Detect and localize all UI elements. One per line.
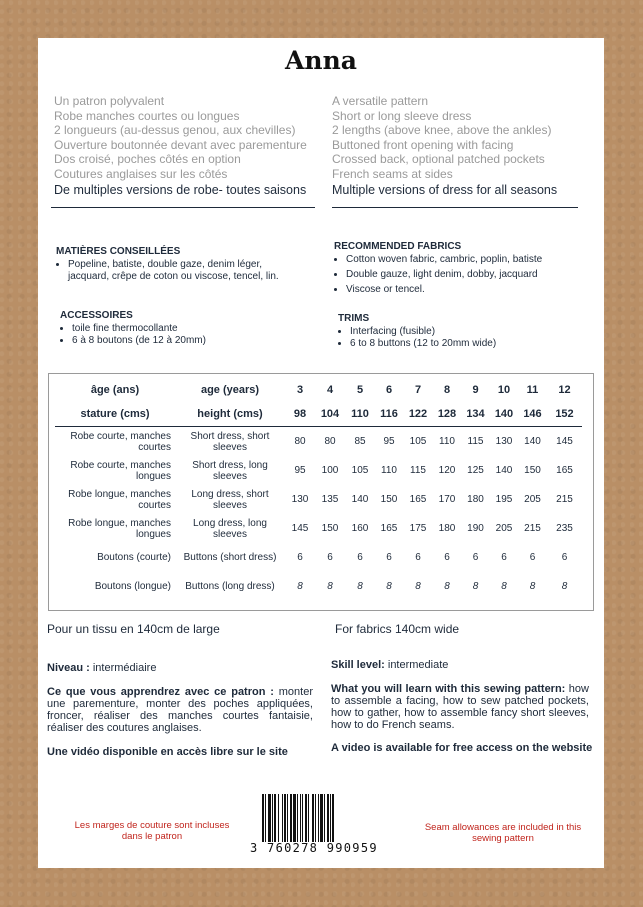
fr-fabric-width: Pour un tissu en 140cm de large <box>47 622 220 636</box>
table-row <box>55 572 582 601</box>
table-cell: 6 <box>444 552 450 563</box>
row-label-fr: Robe longue, manches courtes <box>68 488 171 511</box>
en-fabrics-item: • Viscose or tencel. <box>346 284 600 296</box>
table-cell: 8 <box>501 581 507 592</box>
table-cell: 8 <box>444 581 450 592</box>
barcode-bar <box>284 794 286 842</box>
table-cell: 205 <box>495 523 513 534</box>
en-learn-label: What you will learn with this sewing pattern: <box>331 683 566 695</box>
age-cell: 5 <box>356 384 364 396</box>
fr-intro-line: Robe manches courtes ou longues <box>54 108 240 123</box>
age-cell: 4 <box>326 384 334 396</box>
table-cell: 145 <box>291 523 309 534</box>
barcode-bar <box>262 794 264 842</box>
barcode-bar <box>332 794 334 842</box>
en-fabrics-title: RECOMMENDED FABRICS <box>334 241 462 252</box>
table-cell: 6 <box>501 552 507 563</box>
table-cell: 6 <box>297 552 303 563</box>
en-intro-line: French seams at sides <box>332 166 453 181</box>
en-summary: Multiple versions of dress for all seasons <box>332 182 558 197</box>
barcode-bar <box>315 794 316 842</box>
table-cell: 140 <box>524 436 541 447</box>
barcode-bar <box>312 794 314 842</box>
barcode-bar <box>318 794 319 842</box>
en-trims-item: • 6 to 8 buttons (12 to 20mm wide) <box>350 338 584 350</box>
en-trims-title: TRIMS <box>338 313 370 324</box>
table-cell: 6 <box>357 552 363 563</box>
table-cell: 80 <box>294 436 306 447</box>
height-label-fr: stature (cms) <box>55 402 175 427</box>
row-label-fr: Boutons (courte) <box>97 552 171 563</box>
age-cell: 7 <box>414 384 422 396</box>
barcode-bar <box>308 794 309 842</box>
height-label-en: height (cms) <box>175 402 285 427</box>
en-level-label: Skill level: <box>331 659 385 671</box>
fr-divider <box>51 207 315 208</box>
en-intro-line: Short or long sleeve dress <box>332 108 472 123</box>
fr-summary: De multiples versions de robe- toutes saisons <box>54 182 307 197</box>
table-row <box>55 485 582 514</box>
fr-fabrics <box>52 246 302 283</box>
row-label-en: Long dress, short sleeves <box>191 488 269 511</box>
table-cell: 180 <box>467 494 484 505</box>
pattern-back-card <box>38 38 604 868</box>
fr-learn-label: Ce que vous apprendrez avec ce patron : <box>47 686 274 698</box>
barcode-bar <box>278 794 279 842</box>
size-table <box>55 378 582 601</box>
en-intro <box>332 94 602 197</box>
table-cell: 160 <box>351 523 369 534</box>
table-cell: 235 <box>556 523 573 534</box>
fr-fabrics-title: MATIÈRES CONSEILLÉES <box>56 246 181 257</box>
row-label-en: Buttons (long dress) <box>185 581 275 592</box>
height-row <box>55 402 582 427</box>
table-cell: 6 <box>529 552 536 563</box>
row-label-fr: Robe courte, manches courtes <box>70 430 171 453</box>
table-cell: 100 <box>321 465 339 476</box>
row-label-fr: Robe courte, manches longues <box>70 459 171 482</box>
barcode-bar <box>272 794 273 842</box>
table-cell: 195 <box>495 494 513 505</box>
height-cell: 140 <box>490 402 518 427</box>
table-cell: 150 <box>380 494 398 505</box>
table-cell: 6 <box>386 552 392 563</box>
table-cell: 6 <box>561 552 568 563</box>
age-row <box>55 378 582 402</box>
table-cell: 8 <box>529 581 536 592</box>
en-fabrics-item: • Cotton woven fabric, cambric, poplin, batiste <box>346 254 600 266</box>
table-cell: 115 <box>467 436 484 447</box>
en-divider <box>332 207 578 208</box>
height-cell: 146 <box>518 402 547 427</box>
table-row <box>55 514 582 543</box>
en-learn-text: how to assemble a facing, how to sew patched pockets, how to gather, how to assemble fancy short sleeves, how to do French seams. <box>331 683 589 731</box>
table-cell: 8 <box>297 581 303 592</box>
en-level <box>331 659 448 671</box>
barcode-bar <box>297 794 298 842</box>
row-label-en: Long dress, long sleeves <box>193 517 267 540</box>
table-cell: 120 <box>438 465 456 476</box>
row-label-fr: Robe longue, manches longues <box>68 517 171 540</box>
barcode-bar <box>305 794 307 842</box>
age-cell: 11 <box>526 384 539 396</box>
fr-accessories-item: • toile fine thermocollante <box>72 323 306 335</box>
table-cell: 115 <box>410 465 426 476</box>
table-cell: 145 <box>556 436 573 447</box>
fr-level <box>47 662 156 674</box>
height-cell: 128 <box>433 402 461 427</box>
table-cell: 165 <box>409 494 427 505</box>
fr-intro <box>54 94 324 197</box>
height-cell: 104 <box>315 402 345 427</box>
size-table-box <box>48 373 594 611</box>
barcode-bar <box>324 794 325 842</box>
en-intro-line: A versatile pattern <box>332 94 429 108</box>
table-cell: 180 <box>438 523 456 534</box>
age-cell: 12 <box>558 384 571 396</box>
table-cell: 165 <box>556 465 573 476</box>
table-cell: 8 <box>561 581 568 592</box>
table-cell: 8 <box>357 581 363 592</box>
table-cell: 110 <box>439 436 455 447</box>
age-label-fr: âge (ans) <box>90 384 140 396</box>
height-cell: 152 <box>547 402 582 427</box>
barcode-bar <box>320 794 323 842</box>
fr-intro-line: 2 longueurs (au-dessus genou, aux chevilles) <box>54 123 296 138</box>
age-cell: 10 <box>497 384 511 396</box>
pattern-title: Anna <box>285 46 357 75</box>
table-cell: 130 <box>495 436 513 447</box>
barcode-bar <box>290 794 292 842</box>
en-fabric-width: For fabrics 140cm wide <box>335 622 460 636</box>
height-cell: 122 <box>403 402 433 427</box>
row-label-en: Buttons (short dress) <box>183 552 277 563</box>
table-cell: 215 <box>524 523 541 534</box>
barcode-bar <box>302 794 303 842</box>
fr-fabrics-item: • Popeline, batiste, double gaze, denim léger, jacquard, crêpe de coton ou viscose, tencel, lin. <box>68 259 302 283</box>
barcode-number: 3 760278 990959 <box>250 841 378 855</box>
barcode <box>262 794 384 844</box>
en-trims-item: • Interfacing (fusible) <box>350 326 584 338</box>
table-cell: 190 <box>467 523 484 534</box>
fr-level-value: intermédiaire <box>89 662 157 674</box>
barcode-bar <box>265 794 266 842</box>
table-cell: 6 <box>415 552 421 563</box>
en-intro-line: Buttoned front opening with facing <box>332 137 514 152</box>
age-cell: 3 <box>296 384 304 396</box>
fr-intro-line: Coutures anglaises sur les côtés <box>54 166 228 181</box>
table-cell: 80 <box>324 436 336 447</box>
en-fabrics <box>330 241 600 299</box>
en-learn <box>331 683 589 731</box>
barcode-bar <box>282 794 283 842</box>
table-row <box>55 456 582 485</box>
fr-learn <box>47 686 313 734</box>
table-row <box>55 427 582 457</box>
table-cell: 105 <box>409 436 427 447</box>
fr-accessories <box>56 310 306 347</box>
table-cell: 175 <box>409 523 427 534</box>
table-cell: 8 <box>386 581 392 592</box>
age-cell: 8 <box>443 384 451 396</box>
en-intro-line: Crossed back, optional patched pockets <box>332 152 545 167</box>
table-cell: 215 <box>556 494 573 505</box>
fr-level-label: Niveau : <box>47 662 90 674</box>
table-cell: 205 <box>524 494 541 505</box>
fr-accessories-item: • 6 à 8 boutons (de 12 à 20mm) <box>72 335 306 347</box>
table-cell: 150 <box>321 523 339 534</box>
fr-intro-line: Un patron polyvalent <box>54 94 165 108</box>
table-cell: 105 <box>351 465 369 476</box>
table-cell: 6 <box>472 552 479 563</box>
table-cell: 165 <box>380 523 398 534</box>
en-video: A video is available for free access on the website <box>331 742 593 754</box>
barcode-bar <box>330 794 331 842</box>
barcode-bar <box>287 794 288 842</box>
table-cell: 140 <box>351 494 369 505</box>
fr-intro-line: Dos croisé, poches côtés en option <box>54 152 241 167</box>
table-cell: 125 <box>467 465 484 476</box>
table-cell: 170 <box>438 494 456 505</box>
barcode-bar <box>300 794 301 842</box>
fr-learn-text: monter une parementure, monter des poches appliquées, froncer, réaliser des manches courtes fantaisie, réaliser des coutures anglaises. <box>47 686 313 734</box>
table-cell: 8 <box>415 581 421 592</box>
en-intro-line: 2 lengths (above knee, above the ankles) <box>332 123 552 138</box>
barcode-bar <box>293 794 296 842</box>
en-level-value: intermediate <box>384 659 449 671</box>
table-cell: 85 <box>354 436 366 447</box>
en-fabrics-item: • Double gauze, light denim, dobby, jacquard <box>346 269 600 281</box>
height-cell: 134 <box>461 402 490 427</box>
row-label-fr: Boutons (longue) <box>94 581 171 592</box>
row-label-en: Short dress, short sleeves <box>190 430 270 453</box>
fr-seam-note: Les marges de couture sont incluses dans le patron <box>74 820 230 842</box>
table-row <box>55 543 582 572</box>
barcode-bar <box>327 794 329 842</box>
table-cell: 95 <box>383 436 395 447</box>
age-cell: 6 <box>385 384 393 396</box>
table-cell: 6 <box>327 552 333 563</box>
table-cell: 130 <box>291 494 309 505</box>
height-cell: 98 <box>285 402 315 427</box>
age-cell: 9 <box>472 384 479 396</box>
en-seam-note: Seam allowances are included in this sewing pattern <box>424 822 582 844</box>
height-cell: 116 <box>375 402 403 427</box>
fr-video: Une vidéo disponible en accès libre sur le site <box>47 746 288 758</box>
table-cell: 110 <box>381 465 397 476</box>
barcode-bar <box>268 794 271 842</box>
height-cell: 110 <box>345 402 375 427</box>
table-cell: 95 <box>294 465 306 476</box>
table-cell: 8 <box>472 581 479 592</box>
age-label-en: age (years) <box>200 384 260 396</box>
en-trims <box>334 313 584 350</box>
table-cell: 8 <box>327 581 333 592</box>
fr-intro-line: Ouverture boutonnée devant avec parementure <box>54 137 307 152</box>
barcode-bar <box>274 794 276 842</box>
table-cell: 140 <box>495 465 513 476</box>
fr-accessories-title: ACCESSOIRES <box>60 310 133 321</box>
row-label-en: Short dress, long sleeves <box>192 459 268 482</box>
table-cell: 135 <box>321 494 339 505</box>
table-cell: 150 <box>524 465 541 476</box>
